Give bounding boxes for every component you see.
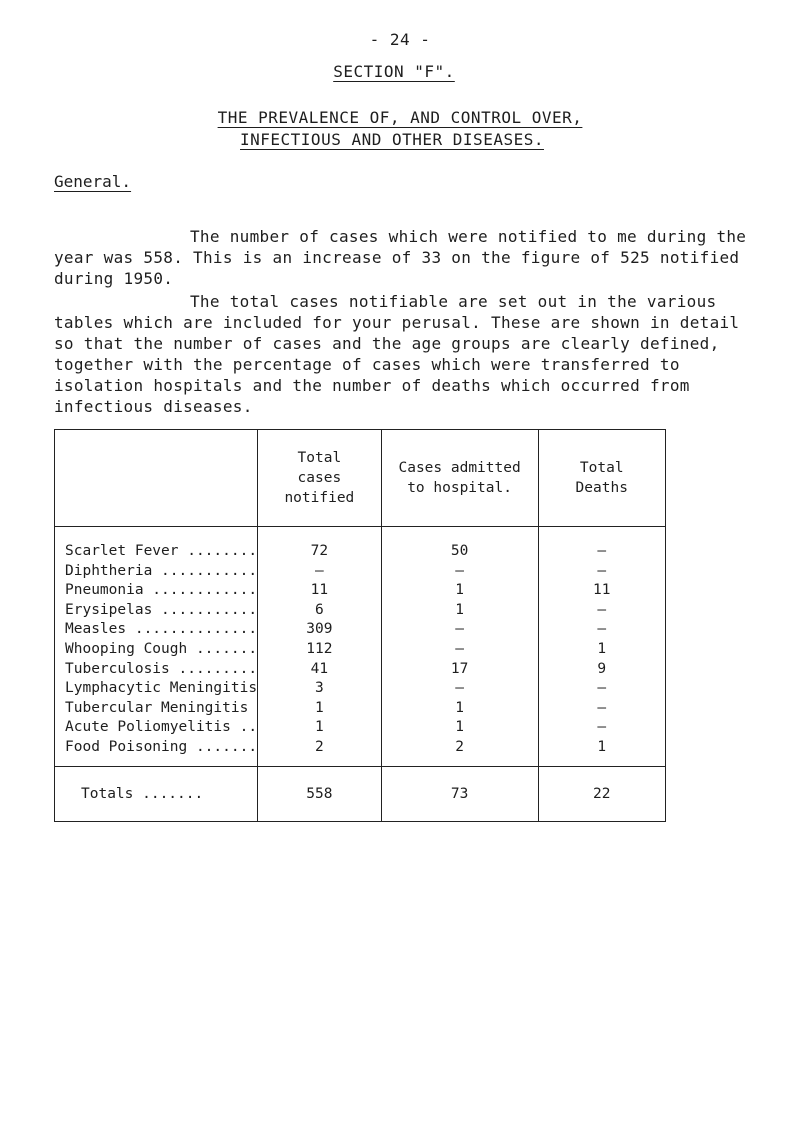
deaths-cell: 1 bbox=[538, 640, 666, 660]
disease-table bbox=[54, 429, 666, 822]
deaths-cell: – bbox=[538, 562, 666, 582]
disease-cell: Pneumonia ............ bbox=[55, 581, 258, 601]
deaths-cell: – bbox=[538, 601, 666, 621]
section-title: SECTION "F". bbox=[333, 62, 455, 81]
admitted-cell: – bbox=[381, 679, 538, 699]
header-deaths-text: Total Deaths bbox=[575, 460, 628, 496]
admitted-cell: 1 bbox=[381, 581, 538, 601]
disease-cell: Tuberculosis ......... bbox=[55, 660, 258, 680]
admitted-cell: – bbox=[381, 640, 538, 660]
main-title-line2: INFECTIOUS AND OTHER DISEASES. bbox=[240, 130, 544, 149]
disease-cell: Erysipelas ........... bbox=[55, 601, 258, 621]
table-row bbox=[55, 601, 666, 621]
totals-deaths: 22 bbox=[538, 766, 666, 821]
notified-cell: 41 bbox=[258, 660, 382, 680]
table-row bbox=[55, 660, 666, 680]
disease-cell: Food Poisoning ....... bbox=[55, 738, 258, 766]
admitted-cell: 2 bbox=[381, 738, 538, 766]
notified-cell: 72 bbox=[258, 527, 382, 562]
notified-cell: 6 bbox=[258, 601, 382, 621]
table-row bbox=[55, 699, 666, 719]
disease-cell: Lymphacytic Meningitis bbox=[55, 679, 258, 699]
header-deaths bbox=[538, 430, 666, 527]
disease-cell: Acute Poliomyelitis .. bbox=[55, 718, 258, 738]
notified-cell: 3 bbox=[258, 679, 382, 699]
table-row bbox=[55, 527, 666, 562]
deaths-cell: 1 bbox=[538, 738, 666, 766]
disease-cell: Scarlet Fever ........ bbox=[55, 527, 258, 562]
deaths-cell: – bbox=[538, 718, 666, 738]
notified-cell: 1 bbox=[258, 718, 382, 738]
admitted-cell: 17 bbox=[381, 660, 538, 680]
header-notified bbox=[258, 430, 382, 527]
notified-cell: 2 bbox=[258, 738, 382, 766]
deaths-cell: – bbox=[538, 527, 666, 562]
admitted-cell: – bbox=[381, 562, 538, 582]
notified-cell: 1 bbox=[258, 699, 382, 719]
paragraph-1 bbox=[54, 226, 754, 289]
table-row bbox=[55, 581, 666, 601]
notified-cell: – bbox=[258, 562, 382, 582]
admitted-cell: – bbox=[381, 620, 538, 640]
table-row bbox=[55, 562, 666, 582]
table-row bbox=[55, 679, 666, 699]
header-admitted-text: Cases admitted to hospital. bbox=[398, 460, 521, 496]
disease-cell: Tubercular Meningitis bbox=[55, 699, 258, 719]
header-admitted bbox=[381, 430, 538, 527]
admitted-cell: 50 bbox=[381, 527, 538, 562]
header-disease bbox=[55, 430, 258, 527]
deaths-cell: 9 bbox=[538, 660, 666, 680]
totals-label: Totals ....... bbox=[55, 766, 258, 821]
table-row bbox=[55, 640, 666, 660]
table-body bbox=[55, 527, 666, 767]
page-number: - 24 - bbox=[369, 30, 431, 49]
notified-cell: 11 bbox=[258, 581, 382, 601]
totals-admitted: 73 bbox=[381, 766, 538, 821]
table-header-row bbox=[55, 430, 666, 527]
table-row bbox=[55, 718, 666, 738]
subheading-general: General. bbox=[54, 172, 132, 191]
totals-row bbox=[55, 766, 666, 821]
deaths-cell: – bbox=[538, 620, 666, 640]
notified-cell: 112 bbox=[258, 640, 382, 660]
admitted-cell: 1 bbox=[381, 699, 538, 719]
deaths-cell: – bbox=[538, 679, 666, 699]
header-notified-text: Total cases notified bbox=[284, 450, 355, 506]
paragraph-2-text: The total cases notifiable are set out in the various tables which are included for your perusal. These are shown in detail so that the number of cases and the age groups are clearly defined, together with the percentage of cases which were transferred to isolation hospitals and the number of deaths which occurred from infectious diseases. bbox=[54, 292, 740, 416]
table-row bbox=[55, 738, 666, 766]
disease-cell: Diphtheria ........... bbox=[55, 562, 258, 582]
admitted-cell: 1 bbox=[381, 601, 538, 621]
deaths-cell: – bbox=[538, 699, 666, 719]
deaths-cell: 11 bbox=[538, 581, 666, 601]
main-title-line1: THE PREVALENCE OF, AND CONTROL OVER, bbox=[217, 108, 583, 127]
admitted-cell: 1 bbox=[381, 718, 538, 738]
disease-cell: Whooping Cough ....... bbox=[55, 640, 258, 660]
paragraph-1-text: The number of cases which were notified to me during the year was 558. This is an increase of 33 on the figure of 525 notified during 1950. bbox=[54, 227, 747, 288]
totals-notified: 558 bbox=[258, 766, 382, 821]
table-row bbox=[55, 620, 666, 640]
paragraph-2 bbox=[54, 291, 754, 417]
disease-cell: Measles .............. bbox=[55, 620, 258, 640]
notified-cell: 309 bbox=[258, 620, 382, 640]
